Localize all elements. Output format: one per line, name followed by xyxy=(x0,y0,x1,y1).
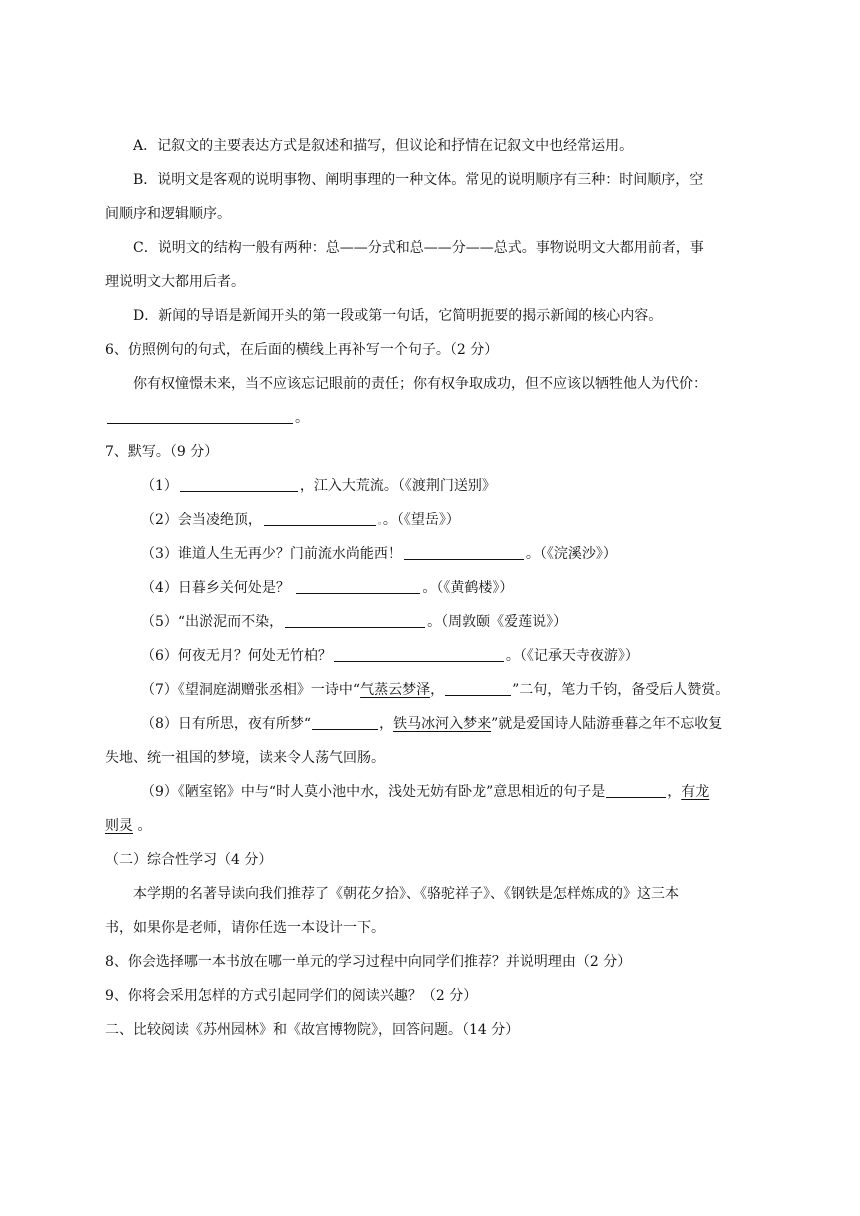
section-2-title: （二）综合性学习（4 分） xyxy=(105,852,273,868)
question-7-item-7: （7）《望洞庭湖赠张丞相》一诗中“气蒸云梦泽， ”二句，笔力千钧，备受后人赞赏。 xyxy=(141,682,730,698)
option-a: A．记叙文的主要表达方式是叙述和描写，但议论和抒情在记叙文中也经常运用。 xyxy=(133,138,634,154)
option-d: D．新闻的导语是新闻开头的第一段或第一句话，它简明扼要的揭示新闻的核心内容。 xyxy=(133,308,663,324)
answer-blank[interactable] xyxy=(334,647,504,662)
question-7-item-4: （4）日暮乡关何处是？ 。（《黄鹤楼》） xyxy=(141,580,514,596)
option-b-line2: 间顺序和逻辑顺序。 xyxy=(105,206,231,222)
question-7-item-5: （5）“出淤泥而不染， 。（周敦颐《爱莲说》） xyxy=(141,614,568,630)
question-7-title: 7、默写。（9 分） xyxy=(105,444,219,460)
section-2-intro-line2: 书，如果你是老师，请你任选一本设计一下。 xyxy=(105,920,385,936)
question-8: 8、你会选择哪一本书放在哪一单元的学习过程中向同学们推荐？并说明理由（2 分） xyxy=(105,954,632,970)
question-7-item-6: （6）何夜无月？何处无竹柏？ 。（《记承天寺夜游》） xyxy=(141,648,639,664)
question-7-item-9-line2: 则灵 。 xyxy=(105,818,152,834)
answer-blank[interactable] xyxy=(606,783,666,798)
question-7-item-8: （8）日有所思，夜有所梦“ ，铁马冰河入梦来”就是爱国诗人陆游垂暮之年不忘收复 xyxy=(141,716,723,732)
question-7-item-8-line2: 失地、统一祖国的梦境，读来令人荡气回肠。 xyxy=(105,750,385,766)
section-2-intro-line1: 本学期的名著导读向我们推荐了《朝花夕拾》、《骆驼祥子》、《钢铁是怎样炼成的》这三本 xyxy=(133,886,679,902)
answer-blank[interactable] xyxy=(264,511,376,526)
option-b-line1: B．说明文是客观的说明事物、阐明事理的一种文体。常见的说明顺序有三种：时间顺序，空 xyxy=(133,172,704,188)
answer-blank[interactable] xyxy=(404,545,524,560)
part-2-title: 二、比较阅读《苏州园林》和《故宫博物院》，回答问题。（14 分） xyxy=(105,1022,520,1038)
question-7-item-9: （9）《陋室铭》中与“时人莫小池中水，浅处无妨有卧龙”意思相近的句子是 ，有龙 xyxy=(141,784,710,800)
answer-blank[interactable] xyxy=(312,715,378,730)
option-c-line2: 理说明文大都用后者。 xyxy=(105,274,245,290)
question-6-answer-line: 。 xyxy=(105,408,309,428)
question-6-example: 你有权憧憬未来，当不应该忘记眼前的责任；你有权争取成功，但不应该以牺牲他人为代价： xyxy=(133,376,707,392)
answer-blank[interactable] xyxy=(180,477,298,492)
answer-blank[interactable] xyxy=(445,681,511,696)
answer-blank[interactable] xyxy=(285,613,425,628)
question-7-item-1: （1） ，江入大荒流。（《渡荆门送别》 xyxy=(141,478,496,494)
option-c-line1: C．说明文的结构一般有两种：总——分式和总——分——总式。事物说明文大都用前者，事 xyxy=(133,240,704,256)
question-7-item-2: （2）会当凌绝顶， 。。（《望岳》） xyxy=(141,512,460,528)
question-6-title: 6、仿照例句的句式，在后面的横线上再补写一个句子。（2 分） xyxy=(105,342,499,358)
question-7-item-3: （3）谁道人生无再少？门前流水尚能西！ 。（《浣溪沙》） xyxy=(141,546,617,562)
answer-blank[interactable] xyxy=(107,409,293,424)
answer-blank[interactable] xyxy=(296,579,420,594)
question-9: 9、你将会采用怎样的方式引起同学们的阅读兴趣？（2 分） xyxy=(105,988,478,1004)
